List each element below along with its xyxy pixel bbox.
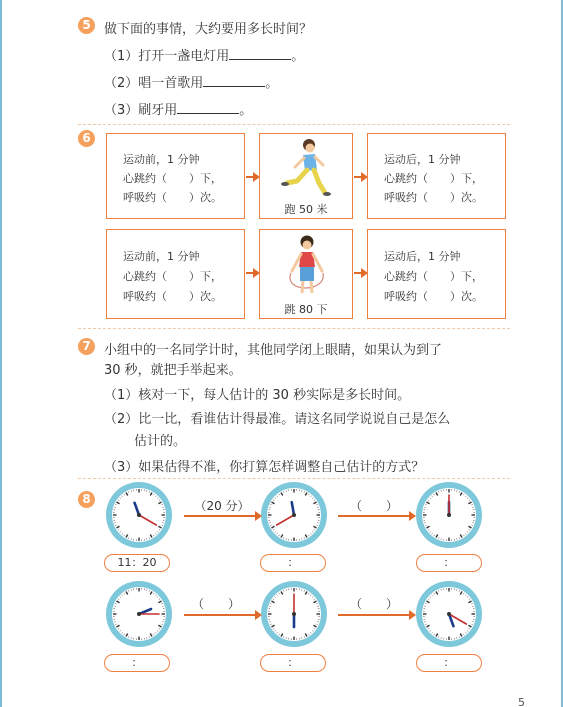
q7-item-2: （2）比一比，看谁估计得最准。请这名同学说说自己是怎么 [104,412,451,427]
clock-icon [415,481,483,549]
q7-item-2-cont: 估计的。 [134,434,187,449]
answer-blank[interactable] [229,47,291,60]
time-answer-box[interactable]: ： [104,654,170,672]
arrow-icon [246,176,254,178]
box-line: 心跳约（ ）下， [384,172,483,185]
clock-icon [415,580,483,648]
duration-blank[interactable]: （ ） [349,499,398,513]
box-line: 运动后，1 分钟 [384,153,461,166]
q5-prompt: 做下面的事情，大约要用多长时间？ [104,22,313,37]
clock-pivot [137,513,141,517]
box-line: 心跳约（ ）下， [123,270,222,283]
q5-item-2-text: （2）唱一首歌用 [104,76,204,91]
answer-blank[interactable] [177,101,239,114]
page-number: 5 [518,696,525,707]
section-divider [78,124,510,125]
jumping-rope-child-icon [277,233,337,299]
q5-item-1-end: 。 [291,49,305,64]
arrow-icon [354,176,362,178]
clock-pivot [447,513,451,517]
section-divider [78,328,510,329]
arrow-icon [246,272,254,274]
q5-item-2-end: 。 [265,76,279,91]
time-label: 11：20 [104,554,170,572]
clock-pivot [447,612,451,616]
arrow-icon [184,614,256,616]
activity-box [259,133,353,219]
arrow-icon [338,614,410,616]
clock-icon [260,580,328,648]
q5-item-3-text: （3）刷牙用 [104,103,178,118]
box-line: 呼吸约（ ）次。 [384,290,483,303]
q5-item-2 [104,72,278,91]
time-answer-box[interactable]: ： [260,554,326,572]
box-line: 呼吸约（ ）次。 [123,191,222,204]
clock-icon [105,481,173,549]
q5-item-3-end: 。 [239,103,253,118]
q5-item-1 [104,45,304,64]
q7-intro-cont: 30 秒，就把手举起来。 [104,363,242,378]
q7-item-1: （1）核对一下，每人估计的 30 秒实际是多长时间。 [104,388,411,403]
clock-icon [105,580,173,648]
answer-blank[interactable] [203,74,265,87]
time-answer-box[interactable]: ： [416,654,482,672]
arrow-icon [184,515,256,517]
before-exercise-box [106,229,245,319]
clock-pivot [137,612,141,616]
clock-pivot [292,612,296,616]
clock-icon [260,481,328,549]
box-line: 呼吸约（ ）次。 [123,290,222,303]
activity-label: 跑 50 米 [284,203,328,216]
arrow-icon [338,515,410,517]
after-exercise-box [367,133,506,219]
activity-label: 跳 80 下 [284,303,328,316]
box-line: 呼吸约（ ）次。 [384,191,483,204]
duration-label: （20 分） [194,499,250,513]
after-exercise-box [367,229,506,319]
box-line: 运动前，1 分钟 [123,250,200,263]
box-line: 心跳约（ ）下， [123,172,222,185]
time-answer-box[interactable]: ： [416,554,482,572]
question-8-badge: 8 [78,491,95,508]
question-5-badge: 5 [78,17,95,34]
section-divider [78,478,510,479]
question-6-badge: 6 [78,130,95,147]
activity-box [259,229,353,319]
q5-item-1-text: （1）打开一盏电灯用 [104,49,230,64]
time-answer-box[interactable]: ： [260,654,326,672]
q5-item-3 [104,99,252,118]
box-line: 运动后，1 分钟 [384,250,461,263]
before-exercise-box [106,133,245,219]
duration-blank[interactable]: （ ） [349,597,398,611]
q7-intro: 小组中的一名同学计时，其他同学闭上眼睛，如果认为到了 [104,343,443,358]
q7-item-3: （3）如果估得不准，你打算怎样调整自己估计的方式？ [104,460,425,475]
box-line: 心跳约（ ）下， [384,270,483,283]
question-7-badge: 7 [78,338,95,355]
duration-blank[interactable]: （ ） [191,597,240,611]
running-child-icon [277,137,337,199]
clock-pivot [292,513,296,517]
box-line: 运动前，1 分钟 [123,153,200,166]
arrow-icon [354,272,362,274]
